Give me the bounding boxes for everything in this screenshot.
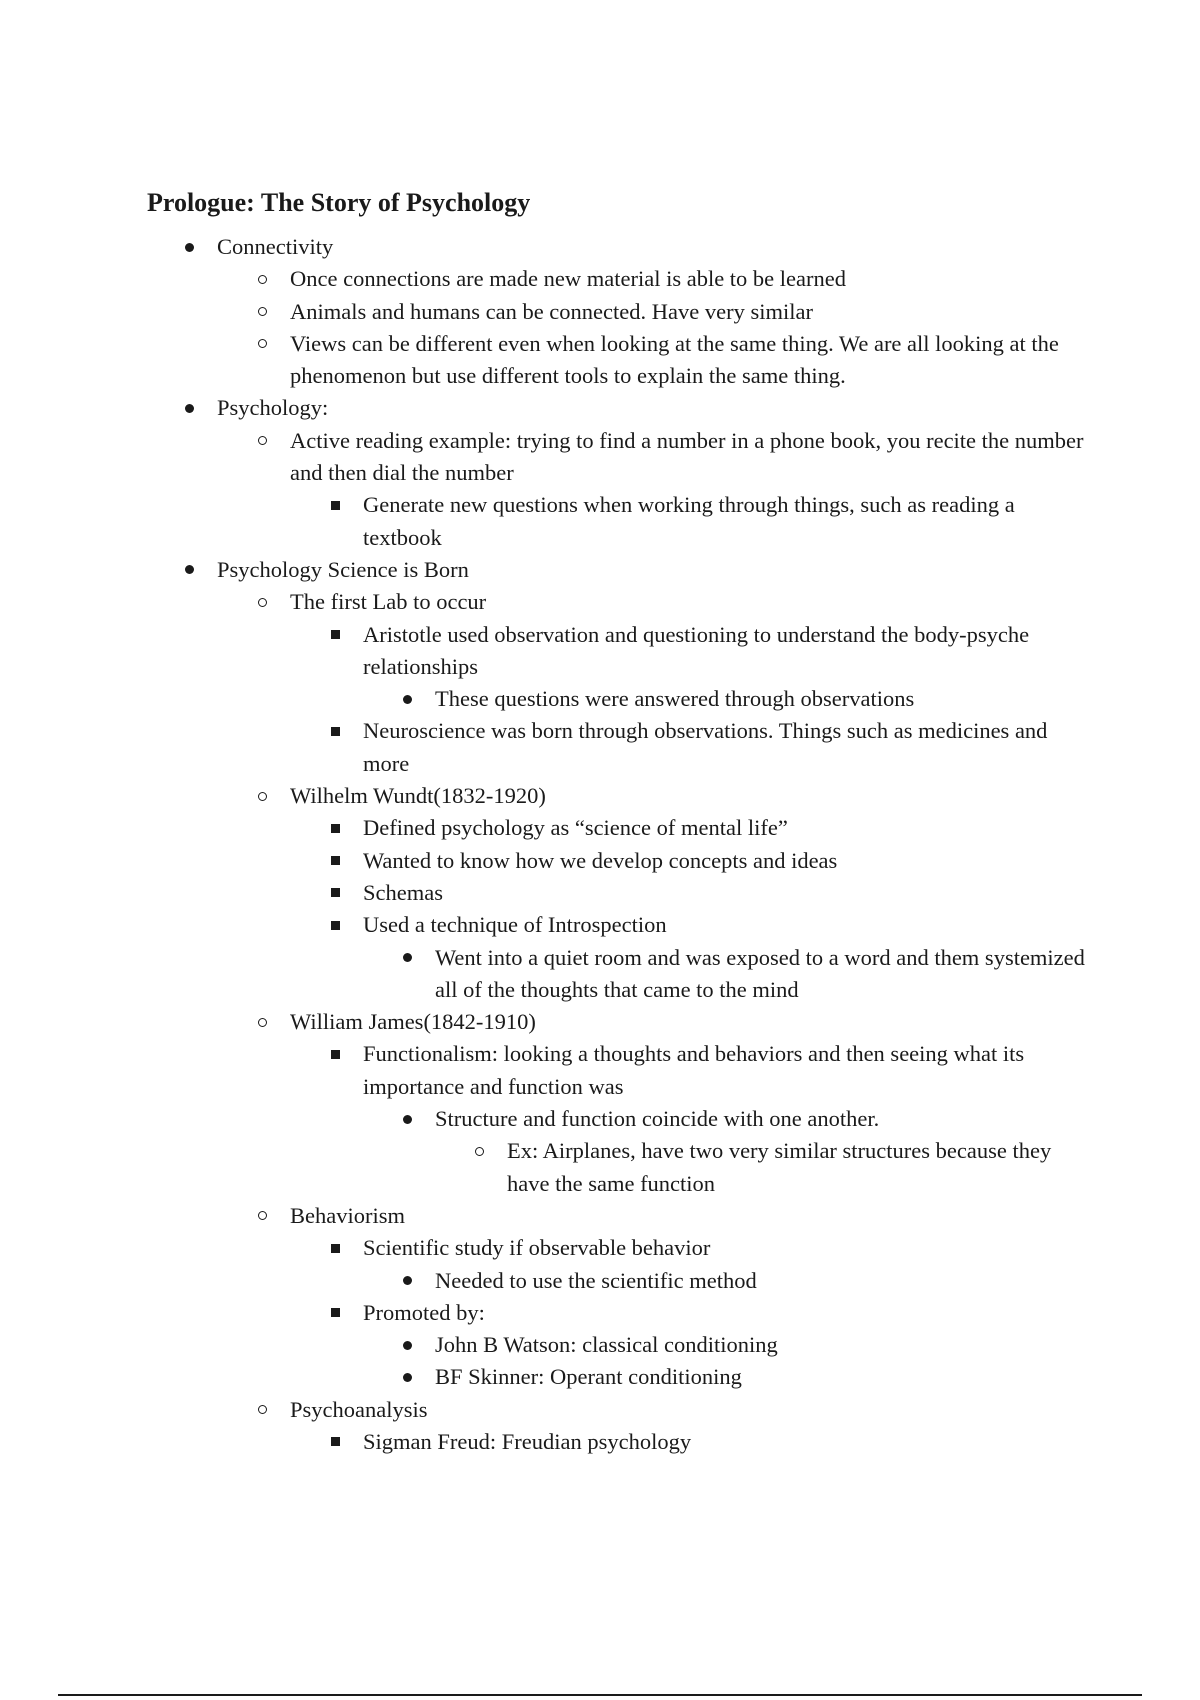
- outline-item-text: Views can be different even when looking at the same thing. We are all looking at the phenomenon but use different tools to explain the same thing.: [290, 330, 1059, 389]
- outline-item: [0, 1103, 1200, 1135]
- outline-item: [0, 489, 1200, 554]
- outline-item-text: Wilhelm Wundt(1832-1920): [290, 783, 546, 809]
- outline-item-text: Schemas: [363, 879, 443, 905]
- outline-item: [0, 780, 1200, 812]
- outline-item: [0, 683, 1200, 715]
- outline-item-text: Connectivity: [217, 234, 334, 259]
- bullet-circle-icon: [252, 1006, 272, 1038]
- bullet-disc-icon: [179, 392, 199, 424]
- outline-item: [0, 554, 1200, 586]
- bullet-disc-icon: [397, 942, 417, 974]
- bullet-square-icon: [325, 715, 345, 747]
- bullet-square-icon: [325, 619, 345, 651]
- outline-item: [0, 715, 1200, 780]
- outline-item-text: Sigman Freud: Freudian psychology: [363, 1428, 692, 1454]
- bullet-circle-icon: [252, 1394, 272, 1426]
- bullet-circle-icon: [469, 1135, 489, 1167]
- bullet-circle-icon: [252, 296, 272, 328]
- outline-item-text: Went into a quiet room and was exposed to a word and them systemized all of the thoughts that came to the mind: [435, 944, 1085, 1002]
- bullet-disc-icon: [397, 1103, 417, 1135]
- outline-item: [0, 392, 1200, 424]
- outline-item: [0, 1265, 1200, 1297]
- outline-item-text: Animals and humans can be connected. Have very similar: [290, 298, 813, 324]
- bullet-disc-icon: [397, 683, 417, 715]
- outline-item: [0, 1200, 1200, 1232]
- outline-item: [0, 1038, 1200, 1103]
- outline-item-text: William James(1842-1910): [290, 1009, 536, 1035]
- outline-item: [0, 845, 1200, 877]
- outline-item: [0, 942, 1200, 1007]
- bullet-square-icon: [325, 877, 345, 909]
- outline-item: [0, 231, 1200, 263]
- outline-item-text: Scientific study if observable behavior: [363, 1235, 711, 1261]
- outline-item: [0, 296, 1200, 328]
- outline-item: [0, 877, 1200, 909]
- bullet-square-icon: [325, 909, 345, 941]
- outline-item-text: Active reading example: trying to find a number in a phone book, you recite the number and then dial the number: [290, 427, 1084, 486]
- bullet-circle-icon: [252, 328, 272, 360]
- bullet-square-icon: [325, 1426, 345, 1458]
- outline-item: [0, 1006, 1200, 1038]
- bullet-square-icon: [325, 812, 345, 844]
- bullet-disc-icon: [179, 231, 199, 263]
- outline-item: [0, 263, 1200, 295]
- outline-item-text: Needed to use the scientific method: [435, 1267, 757, 1293]
- bullet-disc-icon: [397, 1361, 417, 1393]
- page-bottom-rule: [58, 1694, 1142, 1696]
- page-title: Prologue: The Story of Psychology: [147, 188, 531, 217]
- outline-item: [0, 1135, 1200, 1200]
- outline-item-text: Generate new questions when working through things, such as reading a textbook: [363, 492, 1015, 550]
- outline-item: [0, 1394, 1200, 1426]
- outline-item-text: Psychology Science is Born: [217, 556, 469, 582]
- outline-item-text: Promoted by:: [363, 1299, 485, 1325]
- outline-item-text: These questions were answered through observations: [435, 686, 915, 712]
- notes-outline: [0, 231, 1200, 1458]
- bullet-disc-icon: [397, 1265, 417, 1297]
- bullet-disc-icon: [179, 554, 199, 586]
- outline-item: [0, 1232, 1200, 1264]
- outline-item-text: BF Skinner: Operant conditioning: [435, 1364, 742, 1390]
- bullet-circle-icon: [252, 263, 272, 295]
- outline-item-text: Functionalism: looking a thoughts and behaviors and then seeing what its importance and function was: [363, 1041, 1025, 1099]
- outline-item-text: Once connections are made new material is able to be learned: [290, 266, 846, 292]
- outline-item: [0, 909, 1200, 941]
- outline-item-text: The first Lab to occur: [290, 589, 487, 615]
- outline-item-text: Defined psychology as “science of mental life”: [363, 815, 788, 841]
- outline-item-text: Neuroscience was born through observations. Things such as medicines and more: [363, 718, 1048, 776]
- bullet-disc-icon: [397, 1329, 417, 1361]
- bullet-circle-icon: [252, 1200, 272, 1232]
- outline-item: [0, 1426, 1200, 1458]
- outline-item-text: Psychoanalysis: [290, 1396, 428, 1422]
- outline-item: [0, 1329, 1200, 1361]
- outline-item-text: Structure and function coincide with one another.: [435, 1106, 880, 1132]
- bullet-square-icon: [325, 845, 345, 877]
- outline-item: [0, 619, 1200, 684]
- outline-item: [0, 1297, 1200, 1329]
- outline-item-text: John B Watson: classical conditioning: [435, 1332, 778, 1358]
- bullet-square-icon: [325, 1297, 345, 1329]
- bullet-circle-icon: [252, 780, 272, 812]
- bullet-square-icon: [325, 1038, 345, 1070]
- outline-item-text: Behaviorism: [290, 1202, 405, 1228]
- outline-item: [0, 425, 1200, 490]
- bullet-square-icon: [325, 489, 345, 521]
- outline-item-text: Aristotle used observation and questioning to understand the body-psyche relationships: [363, 621, 1030, 679]
- outline-item-text: Used a technique of Introspection: [363, 912, 667, 938]
- outline-item: [0, 1361, 1200, 1393]
- outline-item: [0, 328, 1200, 393]
- outline-item-text: Wanted to know how we develop concepts and ideas: [363, 847, 838, 873]
- outline-item: [0, 812, 1200, 844]
- bullet-circle-icon: [252, 586, 272, 618]
- outline-item: [0, 586, 1200, 618]
- bullet-circle-icon: [252, 425, 272, 457]
- bullet-square-icon: [325, 1232, 345, 1264]
- outline-item-text: Psychology:: [217, 395, 329, 421]
- outline-item-text: Ex: Airplanes, have two very similar structures because they have the same function: [507, 1138, 1052, 1196]
